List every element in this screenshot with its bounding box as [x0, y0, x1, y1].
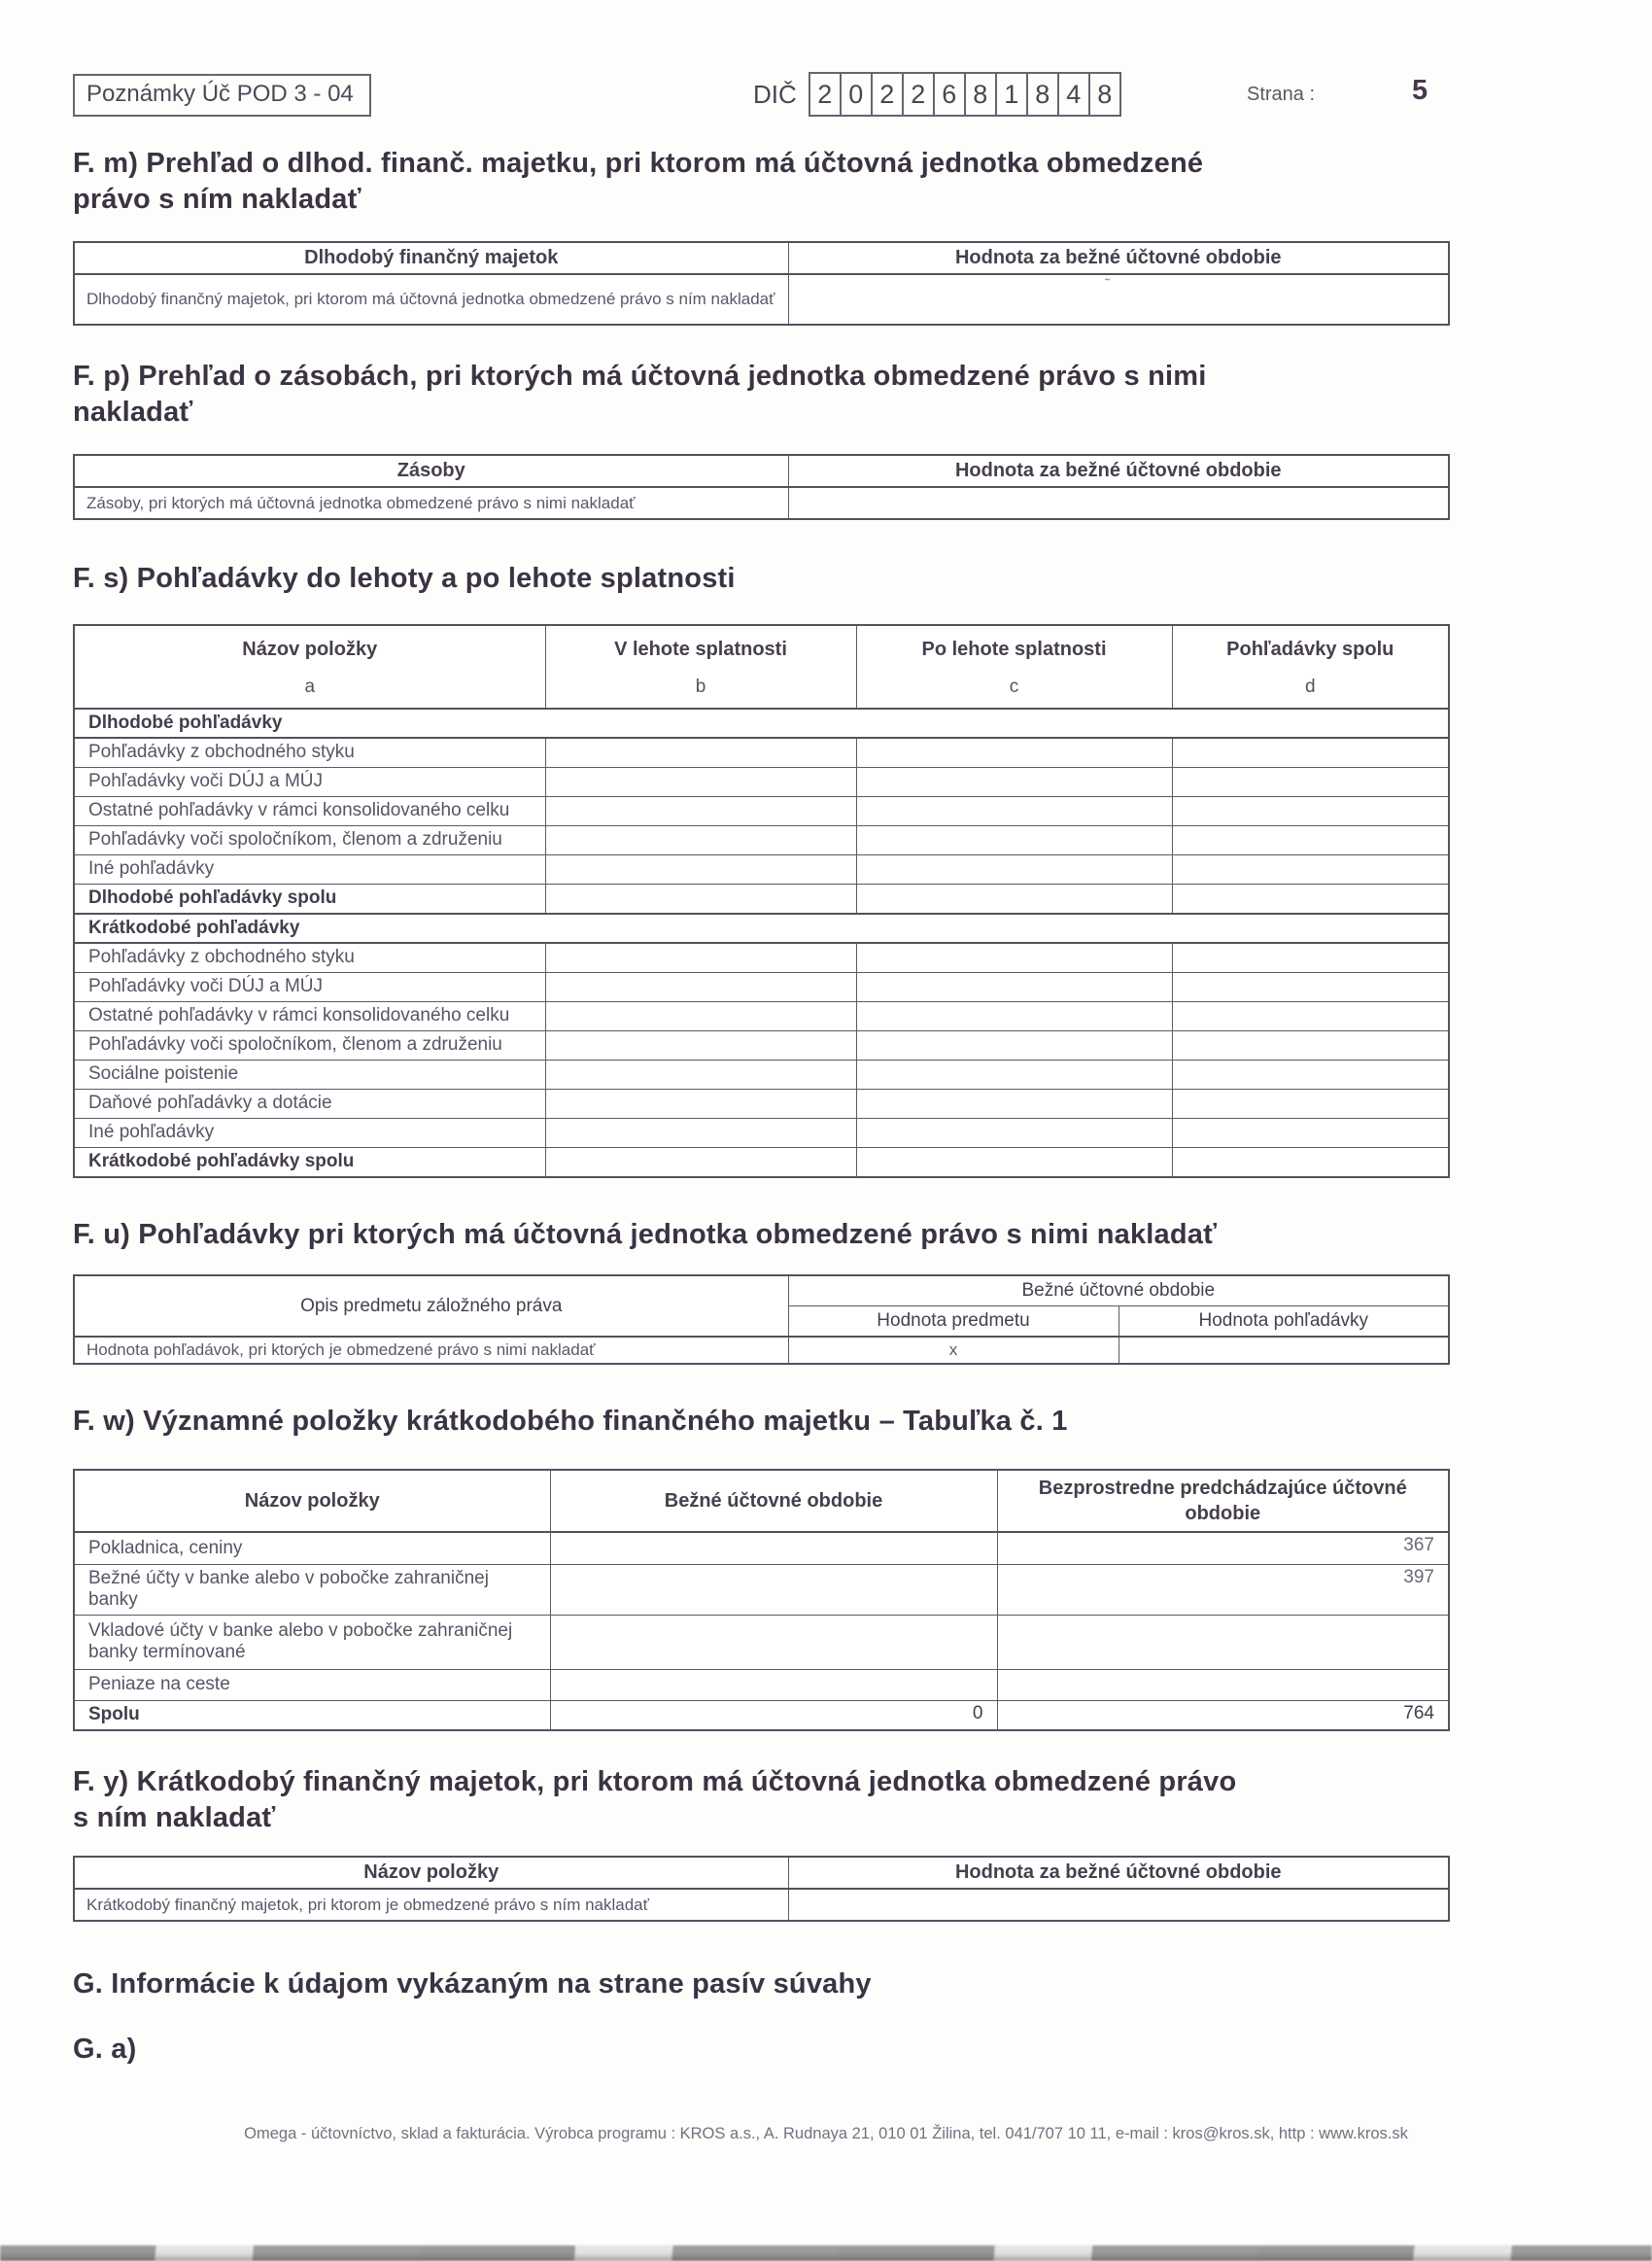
page-number: 5 — [1412, 75, 1428, 106]
fp-row-value — [788, 487, 1449, 519]
scan-artifact-mark: ˜ — [1105, 276, 1111, 293]
fs-table — [73, 624, 1450, 1178]
table-row — [74, 274, 1449, 325]
fp-col2-header: Hodnota za bežné účtovné obdobie — [788, 455, 1449, 487]
table-total-row: Dlhodobé pohľadávky spolu — [74, 884, 1449, 914]
table-row: Pohľadávky voči DÚJ a MÚJ — [74, 972, 1449, 1001]
table-header-row — [74, 625, 1449, 709]
fm-row-label: Dlhodobý finančný majetok, pri ktorom má účtovná jednotka obmedzené právo s ním nakladať — [74, 274, 788, 325]
table-row: Vkladové účty v banke alebo v pobočke zahraničnej banky termínované — [74, 1615, 1449, 1669]
fs-col-b-header: V lehote splatnosti b — [545, 625, 856, 709]
fu-sub-header-1: Hodnota predmetu — [788, 1306, 1119, 1338]
table-row: Peniaze na ceste — [74, 1669, 1449, 1700]
fm-table — [73, 241, 1450, 326]
table-row: Sociálne poistenie — [74, 1060, 1449, 1089]
dic-digit-box: 4 — [1057, 72, 1090, 117]
table-row — [74, 487, 1449, 519]
fp-col1-header: Zásoby — [74, 455, 788, 487]
table-row — [74, 1337, 1449, 1364]
dic-digit-box: 2 — [902, 72, 935, 117]
fw-col3-header: Bezprostredne predchádzajúce účtovné obdobie — [997, 1470, 1449, 1532]
table-row: Bežné účty v banke alebo v pobočke zahraničnej banky 397 — [74, 1564, 1449, 1615]
dic-digit-box: 8 — [1026, 72, 1059, 117]
table-row: Pohľadávky z obchodného styku — [74, 738, 1449, 767]
fy-table — [73, 1856, 1450, 1922]
fp-table — [73, 454, 1450, 520]
dic-digit-box: 2 — [809, 72, 842, 117]
table-row: Pohľadávky voči DÚJ a MÚJ — [74, 767, 1449, 796]
section-fw-heading: F. w) Významné položky krátkodobého finančného majetku – Tabuľka č. 1 — [73, 1406, 1068, 1437]
section-g-heading: G. Informácie k údajom vykázaným na strane pasív súvahy — [73, 1968, 872, 2000]
fu-row-value-2 — [1119, 1337, 1449, 1364]
table-row: Pohľadávky voči spoločníkom, členom a združeniu — [74, 1030, 1449, 1060]
table-header-row — [74, 1470, 1449, 1532]
table-row: Iné pohľadávky — [74, 1118, 1449, 1147]
dic-field — [753, 72, 1121, 117]
page-number-label: Strana : — [1247, 84, 1316, 105]
scan-bottom-edge — [0, 2245, 1652, 2261]
section-ga-heading: G. a) — [73, 2034, 137, 2065]
section-fp-heading: F. p) Prehľad o zásobách, pri ktorých má účtovná jednotka obmedzené právo s nimi nakladať — [73, 361, 1207, 428]
table-header-row — [74, 455, 1449, 487]
dic-digit-box: 2 — [871, 72, 904, 117]
table-total-row: Spolu 0 764 — [74, 1700, 1449, 1730]
table-header-row — [74, 1275, 1449, 1306]
fm-col2-header: Hodnota za bežné účtovné obdobie — [788, 242, 1449, 274]
dic-digit-box: 0 — [840, 72, 873, 117]
fs-col-a-header: Názov položky a — [74, 625, 545, 709]
page-content — [73, 0, 1448, 2068]
table-section-row: Dlhodobé pohľadávky — [74, 709, 1449, 738]
table-header-row — [74, 242, 1449, 274]
table-total-row: Krátkodobé pohľadávky spolu — [74, 1147, 1449, 1177]
fy-row-value — [788, 1889, 1449, 1921]
section-fu-heading: F. u) Pohľadávky pri ktorých má účtovná jednotka obmedzené právo s nimi nakladať — [73, 1219, 1218, 1250]
fu-col1-header: Opis predmetu záložného práva — [74, 1275, 788, 1337]
fy-col2-header: Hodnota za bežné účtovné obdobie — [788, 1857, 1449, 1889]
fm-col1-header: Dlhodobý finančný majetok — [74, 242, 788, 274]
footer-text: Omega - účtovníctvo, sklad a fakturácia. Výrobca programu : KROS a.s., A. Rudnaya 21, 010 01 Žilina, tel. 041/707 10 11, e-mail : kros@kros.sk, http : www.kros.sk — [244, 2125, 1408, 2142]
section-fm-heading: F. m) Prehľad o dlhod. finanč. majetku, pri ktorom má účtovná jednotka obmedzené právo s ním nakladať — [73, 148, 1204, 215]
table-row: Pohľadávky voči spoločníkom, členom a združeniu — [74, 825, 1449, 854]
fs-col-c-header: Po lehote splatnosti c — [856, 625, 1172, 709]
table-header-row — [74, 1857, 1449, 1889]
fu-row-value-1: x — [788, 1337, 1119, 1364]
fm-row-value — [788, 274, 1449, 325]
fw-col1-header: Názov položky — [74, 1470, 550, 1532]
fw-col2-header: Bežné účtovné obdobie — [550, 1470, 997, 1532]
table-row: Iné pohľadávky — [74, 854, 1449, 884]
fu-row-label: Hodnota pohľadávok, pri ktorých je obmedzené právo s nimi nakladať — [74, 1337, 788, 1364]
dic-digit-box: 6 — [933, 72, 966, 117]
fu-sub-header-2: Hodnota pohľadávky — [1119, 1306, 1449, 1338]
dic-digit-boxes — [809, 72, 1121, 117]
fp-row-label: Zásoby, pri ktorých má účtovná jednotka obmedzené právo s nimi nakladať — [74, 487, 788, 519]
dic-label: DIČ — [753, 79, 797, 109]
form-code-box: Poznámky Úč POD 3 - 04 — [73, 74, 371, 117]
table-row: Ostatné pohľadávky v rámci konsolidovaného celku — [74, 796, 1449, 825]
fu-table — [73, 1274, 1450, 1365]
table-row: Daňové pohľadávky a dotácie — [74, 1089, 1449, 1118]
fy-col1-header: Názov položky — [74, 1857, 788, 1889]
table-row: Pohľadávky z obchodného styku — [74, 943, 1449, 972]
dic-digit-box: 1 — [995, 72, 1028, 117]
fu-group-header: Bežné účtovné obdobie — [788, 1275, 1449, 1306]
fs-col-d-header: Pohľadávky spolu d — [1172, 625, 1449, 709]
page-header — [73, 70, 1448, 121]
section-fy-heading: F. y) Krátkodobý finančný majetok, pri ktorom má účtovná jednotka obmedzené právo s ním nakladať — [73, 1766, 1237, 1833]
fw-table — [73, 1469, 1450, 1731]
dic-digit-box: 8 — [1088, 72, 1121, 117]
fy-row-label: Krátkodobý finančný majetok, pri ktorom je obmedzené právo s ním nakladať — [74, 1889, 788, 1921]
table-row — [74, 1889, 1449, 1921]
table-row: Pokladnica, ceniny 367 — [74, 1532, 1449, 1564]
dic-digit-box: 8 — [964, 72, 997, 117]
table-section-row: Krátkodobé pohľadávky — [74, 914, 1449, 943]
section-fs-heading: F. s) Pohľadávky do lehoty a po lehote splatnosti — [73, 563, 736, 594]
table-row: Ostatné pohľadávky v rámci konsolidovaného celku — [74, 1001, 1449, 1030]
